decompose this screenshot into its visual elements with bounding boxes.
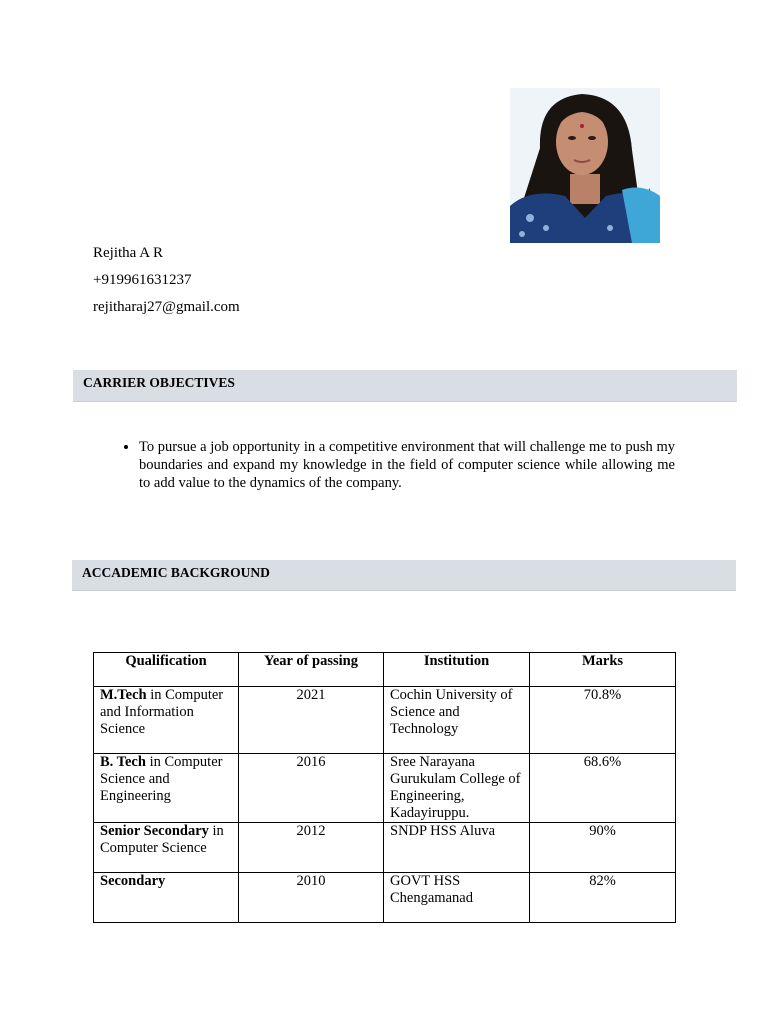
academic-heading: ACCADEMIC BACKGROUND <box>72 560 736 591</box>
candidate-name: Rejitha A R <box>93 245 164 261</box>
institution-cell: Cochin University of Science and Technology <box>384 687 530 754</box>
degree: Secondary <box>100 873 166 889</box>
degree: M.Tech <box>100 687 147 703</box>
degree: B. Tech <box>100 754 146 770</box>
degree: Senior Secondary <box>100 823 209 839</box>
year-cell: 2021 <box>239 687 384 754</box>
institution-cell: Sree Narayana Gurukulam College of Engineering, Kadayiruppu. <box>384 754 530 823</box>
qualification-cell <box>94 687 239 754</box>
year-cell: 2012 <box>239 823 384 873</box>
table-row <box>94 823 676 873</box>
marks-cell: 70.8% <box>530 687 676 754</box>
year-cell: 2016 <box>239 754 384 823</box>
marks-cell: 82% <box>530 873 676 923</box>
year-cell: 2010 <box>239 873 384 923</box>
marks-cell: 90% <box>530 823 676 873</box>
institution-cell: SNDP HSS Aluva <box>384 823 530 873</box>
table-row <box>94 873 676 923</box>
table-row <box>94 754 676 823</box>
field: in Computer Science and Engineering <box>100 754 223 804</box>
objectives-list <box>115 438 675 492</box>
profile-photo <box>510 88 660 243</box>
header-qualification: Qualification <box>94 653 239 687</box>
qualification-cell <box>94 754 239 823</box>
academic-table <box>93 652 676 923</box>
table-row <box>94 687 676 754</box>
objective-item: • To pursue a job opportunity in a competitive environment that will challenge me to push my boundaries and expand my knowledge in the field of computer science while allowing me to add value to the dynamics of the company. <box>139 438 675 492</box>
table-header-row <box>94 653 676 687</box>
qualification-cell <box>94 873 239 923</box>
header-institution: Institution <box>384 653 530 687</box>
field: in Computer and Information Science <box>100 687 224 737</box>
header-year: Year of passing <box>239 653 384 687</box>
institution-cell: GOVT HSS Chengamanad <box>384 873 530 923</box>
phone-number: +919961631237 <box>93 272 192 288</box>
objectives-heading: CARRIER OBJECTIVES <box>73 370 737 402</box>
header-marks: Marks <box>530 653 676 687</box>
marks-cell: 68.6% <box>530 754 676 823</box>
email-address: rejitharaj27@gmail.com <box>93 299 240 315</box>
field: in Computer Science <box>100 823 224 856</box>
qualification-cell <box>94 823 239 873</box>
